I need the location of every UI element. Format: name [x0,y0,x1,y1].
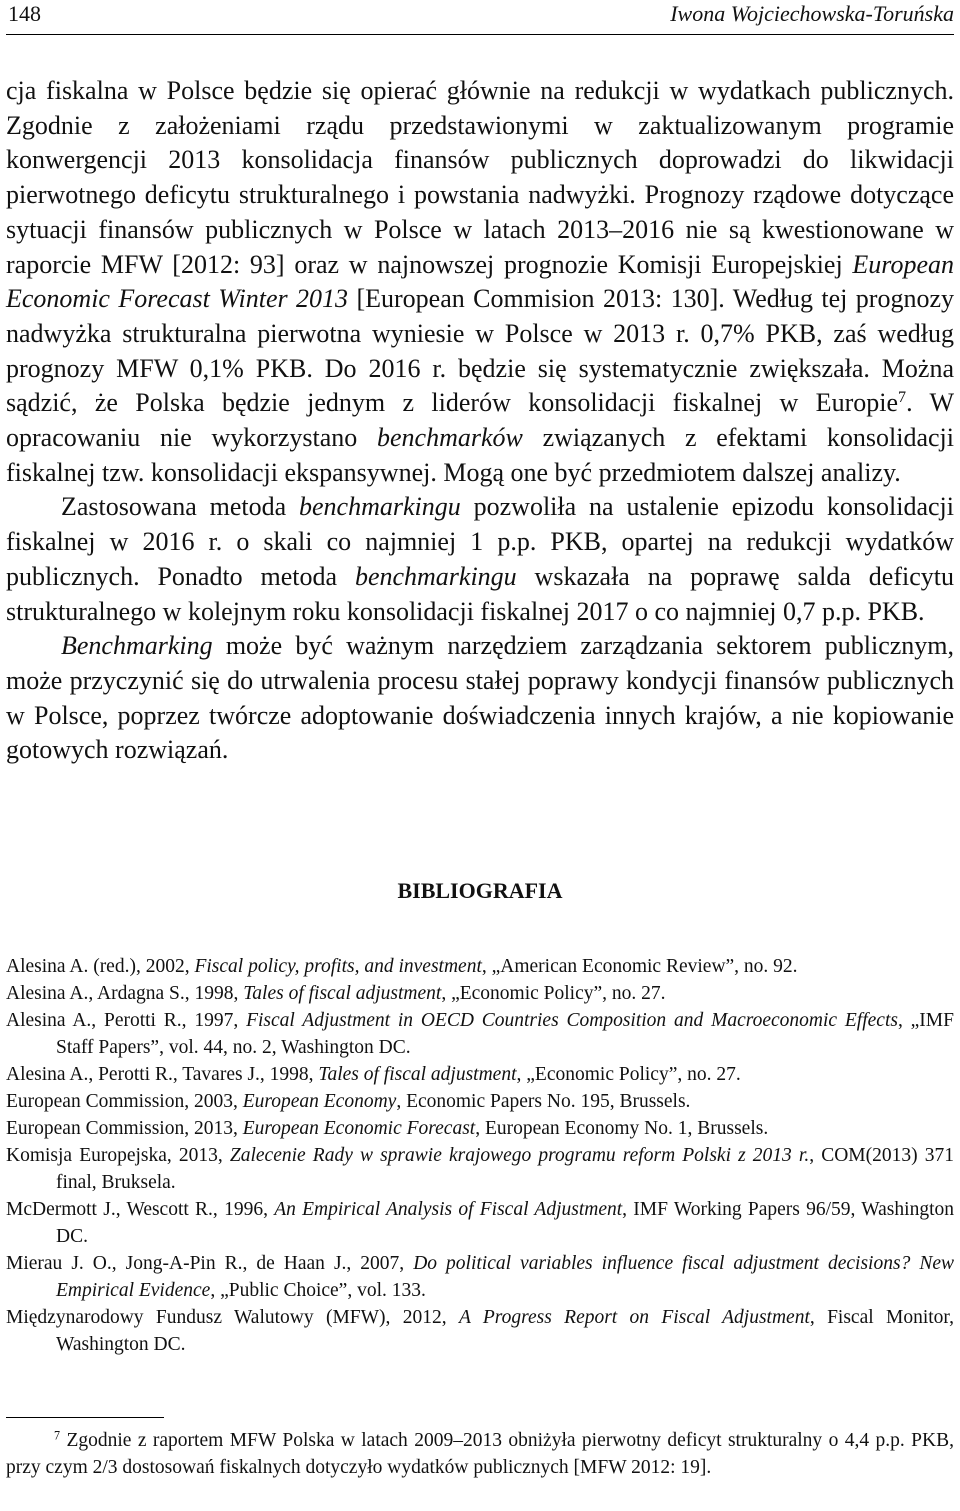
bibliography-entry: Alesina A., Ardagna S., 1998, Tales of fiscal adjustment, „Economic Policy”, no. 27. [6,983,666,1004]
bibliography-entry: Alesina A., Perotti R., Tavares J., 1998, Tales of fiscal adjustment, „Economic Policy”, no. 27. [6,1064,741,1085]
bibliography-entry: Alesina A. (red.), 2002, Fiscal policy, profits, and investment, „American Economic Review”, no. 92. [6,956,798,977]
bibliography-title: BIBLIOGRAFIA [397,878,563,903]
bibliography-list [6,953,954,1358]
bibliography-entry: McDermott J., Wescott R., 1996, An Empirical Analysis of Fiscal Adjustment, IMF Working Papers 96/59, Washington DC. [6,1199,954,1247]
footnote-divider [6,1417,164,1418]
bibliography-entry: Alesina A., Perotti R., 1997, Fiscal Adjustment in OECD Countries Composition and Macroeconomic Effects, „IMF Staff Papers”, vol. 44, no. 2, Washington DC. [6,1010,954,1058]
footnote-text: Zgodnie z raportem MFW Polska w latach 2009–2013 obniżyła pierwotny deficyt strukturalny o 4,4 p.p. PKB, przy czym 2/3 dostosowań fiskalnych dotyczyło wydatków publicznych [MFW 2012: 19]. [6,1430,954,1478]
bibliography-entry: Międzynarodowy Fundusz Walutowy (MFW), 2012, A Progress Report on Fiscal Adjustment, Fiscal Monitor, Washington DC. [6,1307,955,1355]
bibliography-entry: European Commission, 2003, European Economy, Economic Papers No. 195, Brussels. [6,1091,691,1112]
bibliography-entry: European Commission, 2013, European Economic Forecast, European Economy No. 1, Brussels. [6,1118,769,1139]
main-text [6,74,954,768]
footnote-number: 7 [54,1428,61,1443]
paragraph-2: Zastosowana metoda benchmarkingu pozwoliła na ustalenie epizodu konsolidacji fiskalnej w 2016 r. o skali co najmniej 1 p.p. PKB, opartej na redukcji wydatków publicznych. Ponadto metoda benchmarkingu wskazała na poprawę salda deficytu strukturalnego w kolejnym roku konsolidacji fiskalnej 2017 o co najmniej 0,7 p.p. PKB. [6,492,955,626]
running-head-author: Iwona Wojciechowska-Toruńska [670,1,954,26]
footnote-7 [6,1427,954,1481]
footnote-reference[interactable]: 7 [898,389,907,407]
running-header [6,0,954,35]
bibliography-entry: Komisja Europejska, 2013, Zalecenie Rady w sprawie krajowego programu reform Polski z 2013 r., COM(2013) 371 final, Bruksela. [6,1145,954,1193]
bibliography-entry: Mierau J. O., Jong-A-Pin R., de Haan J., 2007, Do political variables influence fiscal adjustment decisions? New Empirical Evidence, „Public Choice”, vol. 133. [6,1253,955,1301]
paragraph-1: cja fiskalna w Polsce będzie się opierać głównie na redukcji w wydatkach publicznych. Zgodnie z założeniami rządu przedstawionymi w zaktualizowanym programie konwergencji 2013 konsolidacja finansów publicznych doprowadzi do likwidacji pierwotnego deficytu strukturalnego i powstania nadwyżki. Prognozy rządowe dotyczące sytuacji finansów publicznych w Polsce w latach 2013–2016 nie są kwestionowane w raporcie MFW [2012: 93] oraz w najnowszej prognozie Komisji Europejskiej European Economic Forecast Winter 2013 [European Commision 2013: 130]. Według tej prognozy nadwyżka strukturalna pierwotna wyniesie w Polsce w 2013 r. 0,7% PKB, zaś według prognozy MFW 0,1% PKB. Do 2016 r. będzie się systematycznie zwiększała. Można sądzić, że Polska będzie jednym z liderów konsolidacji fiskalnej w Europie$^7$. W opracowaniu nie wykorzystano benchmarków związanych z efektami konsolidacji fiskalnej tzw. konsolidacji ekspansywnej. Mogą one być przedmiotem dalszej analizy. [6,76,955,487]
paragraph-3: Benchmarking może być ważnym narzędziem zarządzania sektorem publicznym, może przyczynić się do utrwalenia procesu stałej poprawy kondycji finansów publicznych w Polsce, poprzez twórcze adoptowanie doświadczenia innych krajów, a nie kopiowanie gotowych rozwiązań. [6,631,954,765]
page-number: 148 [8,1,41,26]
